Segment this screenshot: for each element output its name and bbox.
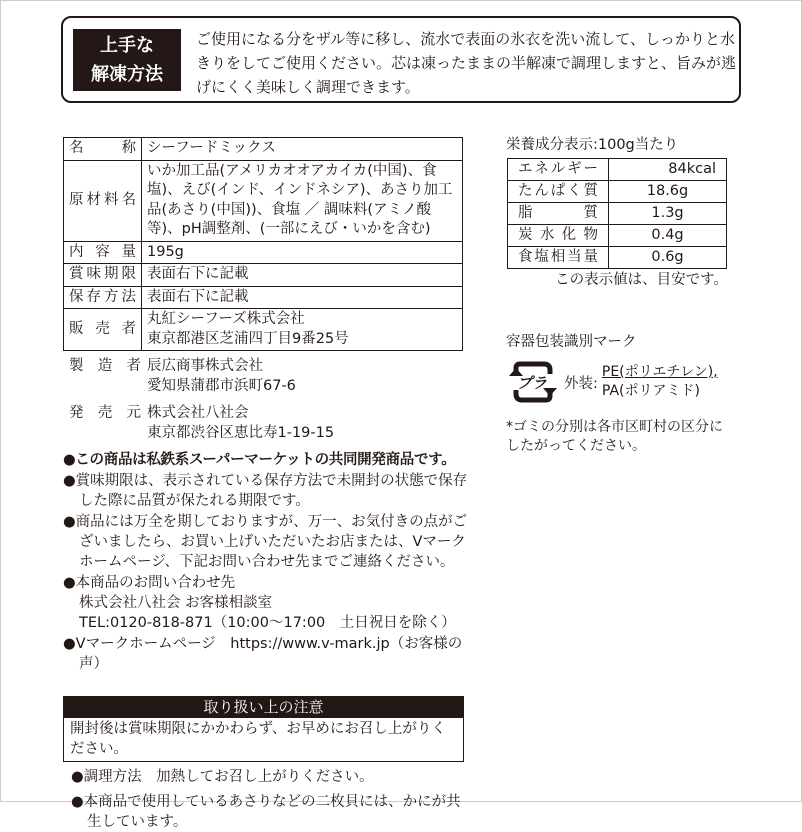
maker-address: 愛知県蒲郡市浜町67-6 — [147, 378, 296, 394]
table-row — [508, 247, 727, 269]
info-key: 名称 — [64, 138, 142, 161]
info-key: 販売者 — [64, 309, 142, 351]
info-value: 表面右下に記載 — [142, 286, 463, 309]
product-info-table — [63, 137, 463, 351]
table-row — [64, 138, 463, 161]
nutrient-name: 脂質 — [508, 203, 609, 225]
bullet-coop-product: ●この商品は私鉄系スーパーマーケットの共同開発商品です。 — [63, 452, 456, 468]
thaw-label-line1: 上手な — [100, 35, 154, 56]
handling-caution — [63, 696, 464, 762]
maker-name: 辰広商事株式会社 — [147, 358, 263, 374]
nutrient-value: 1.3g — [609, 203, 727, 225]
maker-key: 製造者 — [69, 358, 141, 374]
info-key: 賞味期限 — [64, 264, 142, 287]
distributor-key: 発売元 — [69, 405, 141, 421]
info-value: いか加工品(アメリカオオアカイカ(中国)、食塩)、えび(インド、インドネシア)、あさり加工品(あさり(中国))、食塩 ／ 調味料(アミノ酸等)、pH調整剤、(一部にえび・いかを含む) — [142, 160, 463, 241]
bullet-expiry: ●賞味期限は、表示されている保存方法で未開封の状態で保存した際に品質が保たれる期限です。 — [63, 473, 468, 509]
recycle-icon-text: プラ — [516, 374, 548, 392]
thaw-label-line2: 解凍方法 — [91, 64, 163, 85]
nutrient-name: 食塩相当量 — [508, 247, 609, 269]
contact-phone: TEL:0120-818-871（10:00～17:00 土日祝日を除く） — [79, 615, 456, 631]
material-pa: PA(ポリアミド) — [601, 383, 700, 399]
right-column — [506, 135, 741, 456]
thaw-text: ご使用になる分をザル等に移し、流水で表面の氷衣を洗い流して、しっかりと水きりをしてご使用ください。芯は凍ったままの半解凍で調理しますと、旨みが逃げにくく美味しく調理できます。 — [196, 30, 737, 96]
nutrition-table — [507, 158, 727, 269]
nutrient-value: 84kcal — [609, 159, 727, 181]
recycle-mark-title: 容器包装識別マーク — [506, 334, 637, 350]
table-row — [508, 203, 727, 225]
table-row — [64, 264, 463, 287]
outer-packaging-label: 外装: — [564, 375, 598, 392]
table-row — [64, 160, 463, 241]
contact-department: 株式会社八社会 お客様相談室 — [79, 595, 273, 611]
nutrient-name: たんぱく質 — [508, 181, 609, 203]
left-column — [63, 137, 475, 832]
info-value: シーフードミックス — [142, 138, 463, 161]
table-row — [64, 309, 463, 351]
nutrient-name: 炭水化物 — [508, 225, 609, 247]
nutrient-value: 0.6g — [609, 247, 727, 269]
seller-address: 東京都港区芝浦四丁目9番25号 — [147, 330, 349, 347]
maker-info — [69, 356, 475, 396]
material-pe: PE(ポリエチレン), — [601, 364, 718, 380]
table-row — [64, 286, 463, 309]
nutrition-title: 栄養成分表示:100g当たり — [506, 137, 679, 153]
nutrient-name: エネルギー — [508, 159, 609, 181]
distributor-name: 株式会社八社会 — [147, 405, 249, 421]
seller-name: 丸紅シーフーズ株式会社 — [147, 311, 305, 327]
nutrition-note: この表示値は、目安です。 — [555, 272, 728, 288]
table-row — [508, 225, 727, 247]
table-row — [64, 241, 463, 264]
plastic-recycle-icon — [506, 360, 558, 404]
table-row — [508, 181, 727, 203]
table-row — [508, 159, 727, 181]
info-value: 表面右下に記載 — [142, 264, 463, 287]
cooking-method: ●調理方法 加熱してお召し上がりください。 — [71, 769, 374, 785]
bivalve-note: ●本商品で使用しているあさりなどの二枚貝には、かにが共生しています。 — [71, 794, 461, 830]
packaging-materials — [602, 363, 718, 401]
distributor-info — [69, 403, 475, 443]
thaw-label — [73, 29, 181, 91]
info-key: 原材料名 — [64, 160, 142, 241]
caution-title: 取り扱い上の注意 — [63, 696, 464, 718]
bullet-website[interactable]: ●Vマークホームページ https://www.v-mark.jp（お客様の声） — [63, 636, 463, 672]
recycle-mark-row — [506, 360, 741, 404]
bullet-quality: ●商品には万全を期しておりますが、万一、お気付きの点がございましたら、お買い上げいただいたお店または、Vマークホームページ、下記お問い合わせ先までご連絡ください。 — [63, 514, 468, 570]
caution-body: 開封後は賞味期限にかかわらず、お早めにお召し上がりください。 — [63, 718, 464, 762]
bullet-contact-title: ●本商品のお問い合わせ先 — [63, 575, 236, 591]
info-key: 保存方法 — [64, 286, 142, 309]
info-value: 195g — [142, 241, 463, 264]
disposal-note: *ゴミの分別は各市区町村の区分にしたがってください。 — [506, 419, 723, 454]
info-value — [142, 309, 463, 351]
nutrient-value: 18.6g — [609, 181, 727, 203]
nutrient-value: 0.4g — [609, 225, 727, 247]
distributor-address: 東京都渋谷区恵比寿1-19-15 — [147, 425, 335, 441]
info-key: 内容量 — [64, 241, 142, 264]
